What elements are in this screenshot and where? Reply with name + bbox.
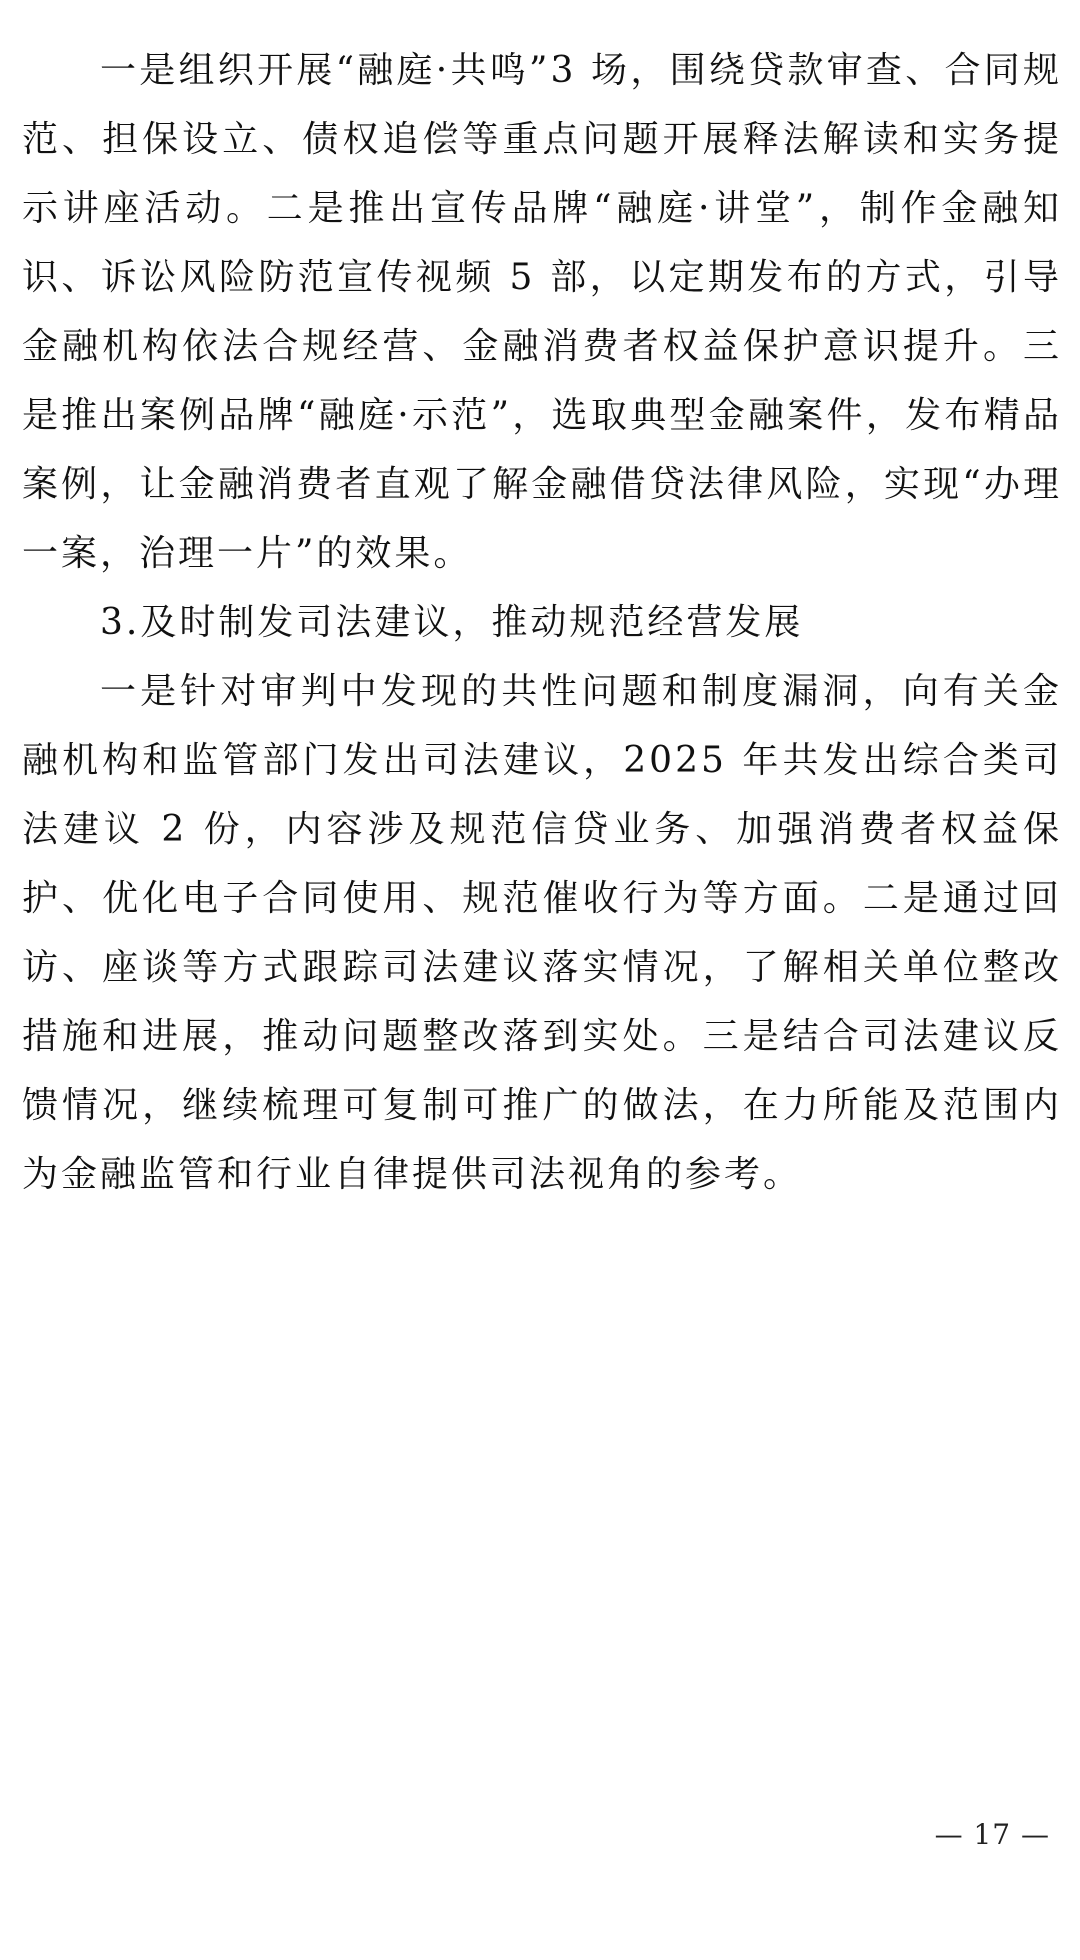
body-paragraph-1: 一是组织开展“融庭·共鸣”3 场，围绕贷款审查、合同规范、担保设立、债权追偿等重点问题开展释法解读和实务提示讲座活动。二是推出宣传品牌“融庭·讲堂”，制作金融知识、诉讼风险防范宣传视频 5 部，以定期发布的方式，引导金融机构依法合规经营、金融消费者权益保护意识提升。三是推出案例品牌“融庭·示范”，选取典型金融案件，发布精品案例，让金融消费者直观了解金融借贷法律风险，实现“办理一案，治理一片”的效果。 — [22, 50, 1062, 574]
document-body — [22, 36, 1062, 1209]
section-paragraph-1: 一是针对审判中发现的共性问题和制度漏洞，向有关金融机构和监管部门发出司法建议，2025 年共发出综合类司法建议 2 份，内容涉及规范信贷业务、加强消费者权益保护、优化电子合同使用、规范催收行为等方面。二是通过回访、座谈等方式跟踪司法建议落实情况，了解相关单位整改措施和进展，推动问题整改落到实处。三是结合司法建议反馈情况，继续梳理可复制可推广的做法，在力所能及范围内为金融监管和行业自律提供司法视角的参考。 — [22, 671, 1062, 1195]
section-heading: 3.及时制发司法建议，推动规范经营发展 — [100, 602, 804, 643]
page-number: — 17 — — [934, 1818, 1050, 1851]
